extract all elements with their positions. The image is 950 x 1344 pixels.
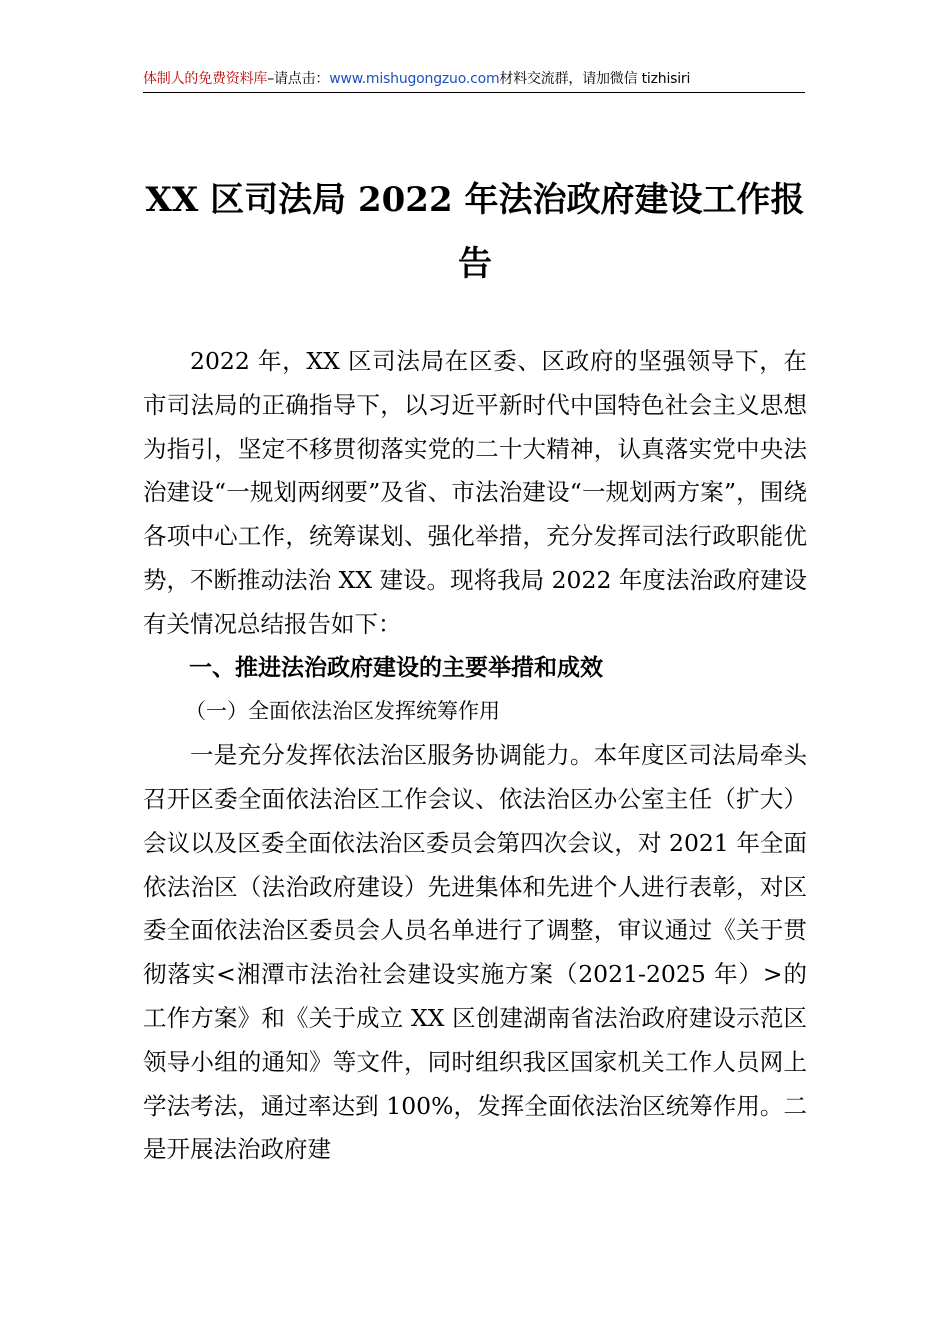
title-line-1: XX 区司法局 2022 年法治政府建设工作报 [145,180,805,220]
title-line-2: 告 [458,244,492,284]
header-site-name: 体制人的免费资料库 [143,71,268,87]
header-group-text: 材料交流群，请加微信 tizhisiri [499,71,691,87]
document-title [140,168,810,296]
header-url-link[interactable]: www.mishugongzuo.com [329,71,500,87]
document-body [143,340,807,1172]
subsection-heading: （一）全面依法治区发挥统筹作用 [185,699,500,724]
body-paragraph: 一是充分发挥依法治区服务协调能力。本年度区司法局牵头召开区委全面依法治区工作会议、依法治区办公室主任（扩大）会议以及区委全面依法治区委员会第四次会议，对 2021 年全面依法治区（法治政府建设）先进集体和先进个人进行表彰，对区委全面依法治区委员会人员名单进行了调整，审议通过《关于贯彻落实<湘潭市法治社会建设实施方案（2021-2025 年）>的工作方案》和《关于成立 XX 区创建湖南省法治政府建设示范区领导小组的通知》等文件，同时组织我区国家机关工作人员网上学法考法，通过率达到 100%，发挥全面依法治区统筹作用。二是开展法治政府建 [143,741,807,1164]
intro-paragraph: 2022 年，XX 区司法局在区委、区政府的坚强领导下，在市司法局的正确指导下，以习近平新时代中国特色社会主义思想为指引，坚定不移贯彻落实党的二十大精神，认真落实党中央法治建设“一规划两纲要”及省、市法治建设“一规划两方案”，围绕各项中心工作，统筹谋划、强化举措，充分发挥司法行政职能优势，不断推动法治 XX 建设。现将我局 2022 年度法治政府建设有关情况总结报告如下： [143,347,807,638]
section-heading: 一、推进法治政府建设的主要举措和成效 [189,654,603,681]
header-click-prompt: –请点击： [267,71,330,87]
page-header [143,66,805,93]
